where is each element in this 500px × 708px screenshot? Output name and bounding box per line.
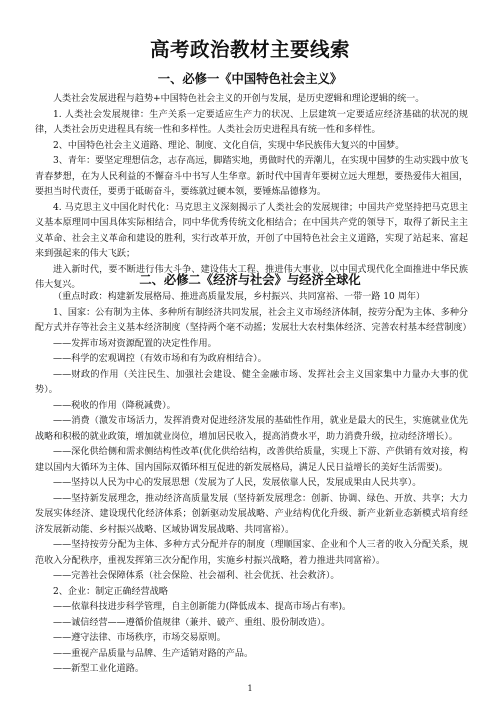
section1-heading: 一、必修一《中国特色社会主义》 [157, 72, 343, 86]
section1-intro: 人类社会发展进程与趋势+中国特色社会主义的开创与发展，是历史逻辑和理论逻辑的统一。 [53, 94, 425, 104]
section1-item-1: 1. 人类社会发展规律：生产关系一定要适应生产力的状况、上层建筑一定要适应经济基础的状况的规律，人类社会历史进程具有统一性和多样性。人类社会历史进程具有统一性和多样性。 [35, 109, 468, 135]
section2-item-3: ——科学的宏观调控（有效市场和有为政府相结合）。 [53, 354, 267, 364]
section2-item-16: ——重视产品质量与品牌、生产适销对路的产品。 [53, 648, 254, 659]
section2-item-15: ——遵守法律、市场秩序，市场交易原则。 [53, 633, 226, 643]
section2-body [35, 290, 472, 678]
section2-item-11: ——完善社会保障体系（社会保险、社会福利、社会优抚、社会救济）。 [53, 571, 340, 581]
section2-item-4: ——财政的作用（关注民生、加强社会建设、健全金融市场、发挥社会主义国家集中力量办大事的优势）。 [35, 369, 468, 395]
section2-item-10: ——坚持按劳分配为主体、多种方式分配并存的制度（理顺国家、企业和个人三者的收入分配关系，规范收入分配秩序，重视发挥第三次分配作用，实施乡村振兴战略，着力推进共同富裕）。 [35, 540, 468, 566]
section1-item-3: 3、青年：要坚定理想信念，志存高远，脚踏实地，勇做时代的弄潮儿，在实现中国梦的生动实践中放飞青春梦想，在为人民利益的不懈奋斗中书写人生华章。新时代中国青年要树立远大理想，要热爱伟大祖国，要担当时代责任，要勇于砥砺奋斗，要练就过硬本领，要锤炼品德修为。 [35, 156, 469, 197]
section1-item-2: 2、中国特色社会主义道路、理论、制度、文化自信，实现中华民族伟大复兴的中国梦。 [53, 140, 405, 151]
page-title: 高考政治教材主要线索 [149, 38, 350, 61]
section2-item-1: 1、国家：公有制为主体、多种所有制经济共同发展，社会主义市场经济体制，按劳分配为主体、多种分配方式并存等社会主义基本经济制度（坚持两个毫不动摇；发展壮大农村集体经济、完善农村基本经营制度） [35, 307, 472, 333]
section2-item-8: ——坚持以人民为中心的发展思想（发展为了人民，发展依靠人民，发展成果由人民共享）。 [53, 478, 422, 488]
section2-item-6: ——消费（激发市场活力，发挥消费对促进经济发展的基础性作用，就业是最大的民生，实施就业优先战略和积极的就业政策，增加就业岗位，增加居民收入，提高消费水平，助力消费升级，拉动经济增长）。 [35, 416, 468, 442]
section2-item-2: ——发挥市场对资源配置的决定性作用。 [53, 338, 217, 349]
section2-item-13: ——依靠科技进步科学管理，自主创新能力(降低成本、提高市场占有率)。 [53, 602, 352, 612]
section1-item-5: 进入新时代，要不断进行伟大斗争、建设伟大工程、推进伟大事业，以中国式现代化全面推进中华民族伟大复兴。 [35, 264, 468, 290]
section2-heading: 二、必修二《经济与社会》与经济全球化 [139, 273, 361, 287]
section2-item-17: ——新型工业化道路。 [53, 664, 144, 674]
section2-item-5: ——税收的作用（降税减费）。 [53, 400, 176, 411]
section1-item-4: 4. 马克思主义中国化时代化：马克思主义深刻揭示了人类社会的发展规律；中国共产党坚持把马克思主义基本原理同中国具体实际相结合，同中华优秀传统文化相结合；在中国共产党的领导下，取得了新民主主义革命、社会主义革命和建设的胜利，实行改革开放，开创了中国特色社会主义道路，实现了站起来、富起来到强起来的伟大飞跃； [35, 202, 468, 259]
section2-item-12: 2、企业：制定正确经营战略 [53, 586, 168, 597]
section2-item-7: ——深化供给侧和需求侧结构性改革(优化供给结构，改善供给质量，实现上下游、产供销有效对接，构建以国内大循环为主体、国内国际双循环相互促进的新发展格局，满足人民日益增长的美好生活需要)。 [35, 447, 468, 473]
page-number: 1 [247, 684, 253, 693]
section2-item-14: ——诚信经营——遵循价值规律（兼并、破产、重组、股份制改造）。 [53, 617, 331, 628]
section2-intro: （重点时政：构建新发展格局、推进高质量发展，乡村振兴、共同富裕、一带一路 10 周年） [53, 292, 426, 302]
section1-body [35, 92, 468, 294]
section2-item-9: ——坚持新发展理念，推动经济高质量发展（坚持新发展理念：创新、协调、绿色、开放、共享；大力发展实体经济、建设现代化经济体系；创新驱动发展战略、产业结构优化升级、新产业新业态新模式培育经济发展新动能、乡村振兴战略、区域协调发展战略、共同富裕）。 [35, 493, 468, 535]
